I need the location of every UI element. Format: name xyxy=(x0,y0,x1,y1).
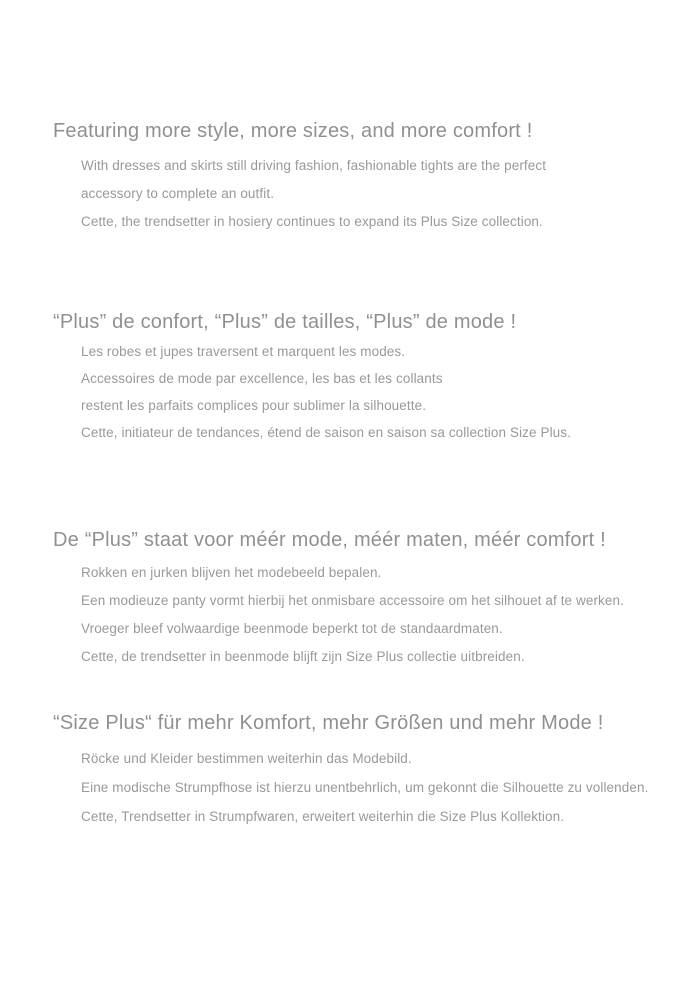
paragraph-line: accessory to complete an outfit. xyxy=(81,186,275,201)
paragraph-line: Accessoires de mode par excellence, les bas et les collants xyxy=(81,371,443,386)
heading-german: “Size Plus“ für mehr Komfort, mehr Größen und mehr Mode ! xyxy=(53,712,604,734)
paragraph-line: Vroeger bleef volwaardige beenmode beperkt tot de standaardmaten. xyxy=(81,621,503,636)
paragraph-line: Rokken en jurken blijven het modebeeld bepalen. xyxy=(81,565,382,580)
section-french xyxy=(0,309,700,446)
paragraph-line: Eine modische Strumpfhose ist hierzu unentbehrlich, um gekonnt die Silhouette zu vollenden. xyxy=(81,780,649,795)
heading-french: “Plus” de confort, “Plus” de tailles, “Plus” de mode ! xyxy=(53,311,517,333)
paragraph-line: Les robes et jupes traversent et marquent les modes. xyxy=(81,344,406,359)
paragraph-line: Cette, initiateur de tendances, étend de saison en saison sa collection Size Plus. xyxy=(81,425,571,440)
section-english xyxy=(0,118,700,236)
paragraph-line: Cette, de trendsetter in beenmode blijft zijn Size Plus collectie uitbreiden. xyxy=(81,649,525,664)
paragraph-line: Cette, the trendsetter in hosiery continues to expand its Plus Size collection. xyxy=(81,214,543,229)
section-german xyxy=(0,710,700,831)
section-dutch xyxy=(0,527,700,671)
heading-english: Featuring more style, more sizes, and more comfort ! xyxy=(53,120,533,142)
paragraph-line: Röcke und Kleider bestimmen weiterhin das Modebild. xyxy=(81,751,412,766)
paragraph-line: With dresses and skirts still driving fashion, fashionable tights are the perfect xyxy=(81,158,547,173)
paragraph-line: restent les parfaits complices pour sublimer la silhouette. xyxy=(81,398,427,413)
heading-dutch: De “Plus” staat voor méér mode, méér maten, méér comfort ! xyxy=(53,529,606,551)
paragraph-line: Een modieuze panty vormt hierbij het onmisbare accessoire om het silhouet af te werken. xyxy=(81,593,624,608)
paragraph-line: Cette, Trendsetter in Strumpfwaren, erweitert weiterhin die Size Plus Kollektion. xyxy=(81,809,565,824)
